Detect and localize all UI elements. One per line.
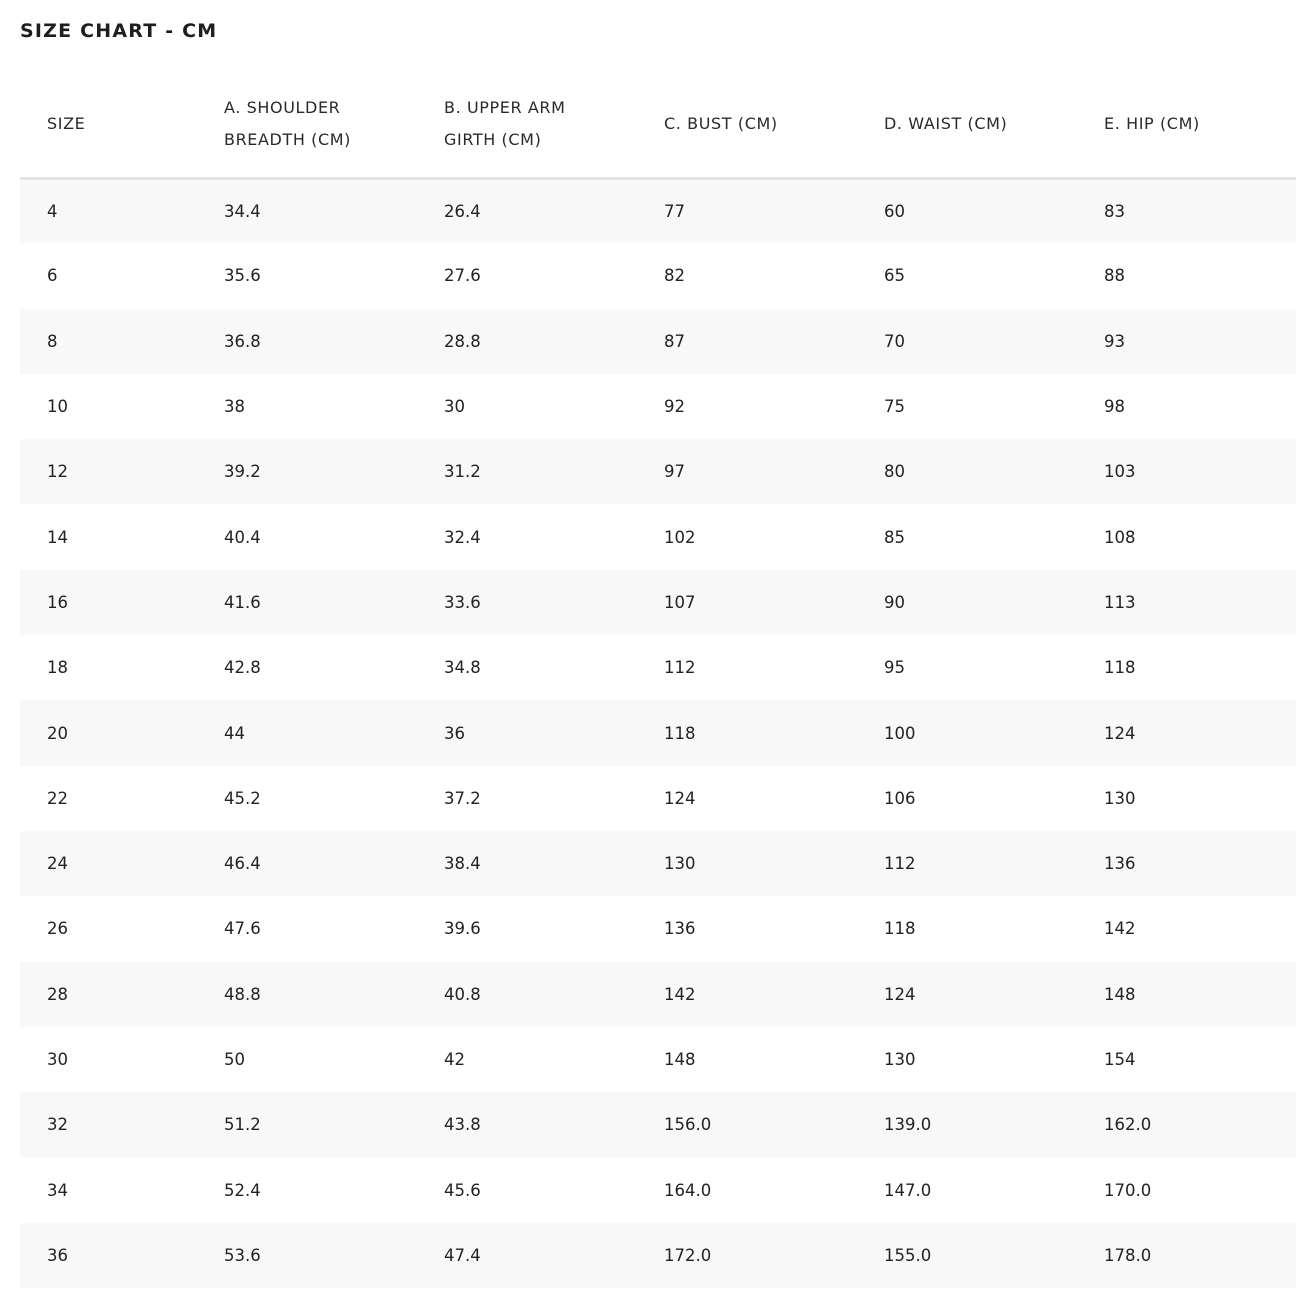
column-header-shoulder-breadth xyxy=(196,72,416,178)
table-cell-hip: 93 xyxy=(1076,309,1296,374)
table-cell-hip: 136 xyxy=(1076,831,1296,896)
table-cell-bust: 142 xyxy=(636,962,856,1027)
table-cell-upper-arm-girth: 34.8 xyxy=(416,635,636,700)
table-cell-hip: 98 xyxy=(1076,374,1296,439)
table-cell-bust: 92 xyxy=(636,374,856,439)
table-cell-waist: 112 xyxy=(856,831,1076,896)
table-cell-size: 10 xyxy=(20,374,196,439)
table-cell-hip: 130 xyxy=(1076,766,1296,831)
table-row xyxy=(20,896,1296,961)
table-cell-hip: 118 xyxy=(1076,635,1296,700)
table-header xyxy=(20,72,1296,178)
table-cell-upper-arm-girth: 42 xyxy=(416,1027,636,1092)
column-header-line: SIZE xyxy=(47,114,86,134)
column-header-line: B. UPPER ARM xyxy=(444,98,566,118)
table-cell-bust: 156.0 xyxy=(636,1092,856,1157)
table-cell-upper-arm-girth: 33.6 xyxy=(416,570,636,635)
page-title: SIZE CHART - CM xyxy=(20,20,218,42)
table-cell-size: 34 xyxy=(20,1157,196,1222)
table-cell-size: 18 xyxy=(20,635,196,700)
column-header-line: C. BUST (CM) xyxy=(664,114,778,134)
table-cell-hip: 170.0 xyxy=(1076,1157,1296,1222)
table-cell-shoulder-breadth: 48.8 xyxy=(196,962,416,1027)
table-cell-size: 16 xyxy=(20,570,196,635)
table-cell-size: 6 xyxy=(20,243,196,308)
table-cell-waist: 130 xyxy=(856,1027,1076,1092)
table-cell-upper-arm-girth: 45.6 xyxy=(416,1157,636,1222)
table-cell-upper-arm-girth: 27.6 xyxy=(416,243,636,308)
table-cell-size: 20 xyxy=(20,700,196,765)
table-cell-bust: 102 xyxy=(636,504,856,569)
table-cell-upper-arm-girth: 31.2 xyxy=(416,439,636,504)
table-cell-size: 12 xyxy=(20,439,196,504)
table-row xyxy=(20,766,1296,831)
table-cell-size: 8 xyxy=(20,309,196,374)
table-cell-shoulder-breadth: 44 xyxy=(196,700,416,765)
table-row xyxy=(20,570,1296,635)
table-cell-bust: 124 xyxy=(636,766,856,831)
table-body xyxy=(20,178,1296,1288)
table-cell-hip: 178.0 xyxy=(1076,1223,1296,1288)
table-cell-size: 24 xyxy=(20,831,196,896)
table-row xyxy=(20,243,1296,308)
table-cell-upper-arm-girth: 43.8 xyxy=(416,1092,636,1157)
table-cell-upper-arm-girth: 38.4 xyxy=(416,831,636,896)
table-cell-shoulder-breadth: 52.4 xyxy=(196,1157,416,1222)
table-cell-upper-arm-girth: 47.4 xyxy=(416,1223,636,1288)
table-cell-waist: 106 xyxy=(856,766,1076,831)
column-header-upper-arm-girth xyxy=(416,72,636,178)
table-cell-shoulder-breadth: 45.2 xyxy=(196,766,416,831)
table-cell-waist: 155.0 xyxy=(856,1223,1076,1288)
table-cell-shoulder-breadth: 42.8 xyxy=(196,635,416,700)
table-cell-bust: 97 xyxy=(636,439,856,504)
size-chart-table xyxy=(20,72,1296,1288)
table-row xyxy=(20,831,1296,896)
table-cell-upper-arm-girth: 26.4 xyxy=(416,178,636,243)
table-cell-bust: 148 xyxy=(636,1027,856,1092)
table-cell-upper-arm-girth: 36 xyxy=(416,700,636,765)
table-cell-waist: 85 xyxy=(856,504,1076,569)
table-cell-hip: 162.0 xyxy=(1076,1092,1296,1157)
column-header-line: E. HIP (CM) xyxy=(1104,114,1200,134)
column-header-bust xyxy=(636,72,856,178)
table-cell-hip: 113 xyxy=(1076,570,1296,635)
table-cell-shoulder-breadth: 40.4 xyxy=(196,504,416,569)
table-row xyxy=(20,309,1296,374)
table-cell-waist: 65 xyxy=(856,243,1076,308)
table-cell-bust: 172.0 xyxy=(636,1223,856,1288)
table-cell-shoulder-breadth: 47.6 xyxy=(196,896,416,961)
table-cell-size: 30 xyxy=(20,1027,196,1092)
table-cell-bust: 118 xyxy=(636,700,856,765)
table-cell-bust: 112 xyxy=(636,635,856,700)
table-cell-shoulder-breadth: 34.4 xyxy=(196,178,416,243)
table-cell-size: 22 xyxy=(20,766,196,831)
table-cell-shoulder-breadth: 39.2 xyxy=(196,439,416,504)
table-cell-bust: 130 xyxy=(636,831,856,896)
table-cell-shoulder-breadth: 38 xyxy=(196,374,416,439)
table-cell-waist: 139.0 xyxy=(856,1092,1076,1157)
table-row xyxy=(20,962,1296,1027)
table-cell-size: 32 xyxy=(20,1092,196,1157)
table-cell-waist: 60 xyxy=(856,178,1076,243)
table-cell-waist: 95 xyxy=(856,635,1076,700)
table-cell-upper-arm-girth: 39.6 xyxy=(416,896,636,961)
table-cell-hip: 148 xyxy=(1076,962,1296,1027)
table-cell-bust: 107 xyxy=(636,570,856,635)
table-cell-bust: 77 xyxy=(636,178,856,243)
column-header-waist xyxy=(856,72,1076,178)
table-row xyxy=(20,504,1296,569)
table-row xyxy=(20,635,1296,700)
column-header-line: A. SHOULDER xyxy=(224,98,341,118)
table-cell-size: 36 xyxy=(20,1223,196,1288)
table-cell-waist: 75 xyxy=(856,374,1076,439)
table-cell-size: 14 xyxy=(20,504,196,569)
column-header-size xyxy=(20,72,196,178)
table-row xyxy=(20,1092,1296,1157)
table-cell-size: 4 xyxy=(20,178,196,243)
table-row xyxy=(20,374,1296,439)
table-cell-waist: 124 xyxy=(856,962,1076,1027)
table-cell-shoulder-breadth: 41.6 xyxy=(196,570,416,635)
table-cell-waist: 118 xyxy=(856,896,1076,961)
column-header-line: D. WAIST (CM) xyxy=(884,114,1008,134)
table-cell-bust: 82 xyxy=(636,243,856,308)
table-cell-waist: 90 xyxy=(856,570,1076,635)
table-row xyxy=(20,1223,1296,1288)
table-row xyxy=(20,439,1296,504)
table-cell-size: 26 xyxy=(20,896,196,961)
table-cell-waist: 100 xyxy=(856,700,1076,765)
table-cell-hip: 124 xyxy=(1076,700,1296,765)
table-cell-size: 28 xyxy=(20,962,196,1027)
table-cell-shoulder-breadth: 51.2 xyxy=(196,1092,416,1157)
table-cell-hip: 108 xyxy=(1076,504,1296,569)
table-cell-upper-arm-girth: 32.4 xyxy=(416,504,636,569)
table-cell-hip: 88 xyxy=(1076,243,1296,308)
table-cell-bust: 136 xyxy=(636,896,856,961)
table-cell-upper-arm-girth: 40.8 xyxy=(416,962,636,1027)
table-row xyxy=(20,178,1296,243)
table-cell-shoulder-breadth: 46.4 xyxy=(196,831,416,896)
table-cell-waist: 70 xyxy=(856,309,1076,374)
table-cell-waist: 80 xyxy=(856,439,1076,504)
table-cell-bust: 87 xyxy=(636,309,856,374)
table-cell-hip: 83 xyxy=(1076,178,1296,243)
column-header-line: GIRTH (CM) xyxy=(444,130,542,150)
table-cell-shoulder-breadth: 50 xyxy=(196,1027,416,1092)
table-cell-shoulder-breadth: 36.8 xyxy=(196,309,416,374)
column-header-hip xyxy=(1076,72,1296,178)
table-row xyxy=(20,1157,1296,1222)
table-cell-upper-arm-girth: 28.8 xyxy=(416,309,636,374)
header-row xyxy=(20,72,1296,178)
column-header-line: BREADTH (CM) xyxy=(224,130,352,150)
table-cell-upper-arm-girth: 37.2 xyxy=(416,766,636,831)
table-cell-shoulder-breadth: 35.6 xyxy=(196,243,416,308)
table-cell-hip: 103 xyxy=(1076,439,1296,504)
table-cell-bust: 164.0 xyxy=(636,1157,856,1222)
table-cell-hip: 154 xyxy=(1076,1027,1296,1092)
table-cell-hip: 142 xyxy=(1076,896,1296,961)
table-cell-waist: 147.0 xyxy=(856,1157,1076,1222)
table-cell-upper-arm-girth: 30 xyxy=(416,374,636,439)
table-row xyxy=(20,700,1296,765)
table-cell-shoulder-breadth: 53.6 xyxy=(196,1223,416,1288)
table-row xyxy=(20,1027,1296,1092)
